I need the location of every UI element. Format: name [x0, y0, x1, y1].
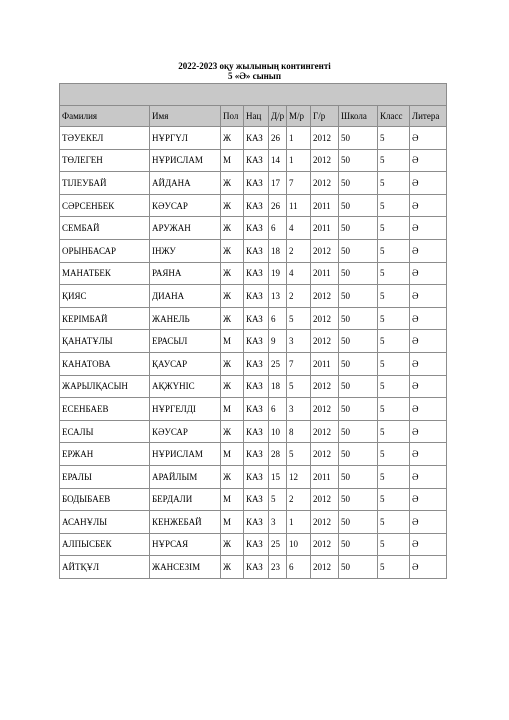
cell-school: 50	[339, 172, 378, 195]
cell-surname: АЛПЫСБЕК	[60, 533, 150, 556]
cell-birth-year: 2012	[311, 375, 339, 398]
table-row	[60, 330, 447, 353]
table-row	[60, 398, 447, 421]
cell-gender: М	[221, 330, 244, 353]
cell-birth-month: 12	[287, 465, 311, 488]
cell-birth-year: 2011	[311, 262, 339, 285]
cell-birth-day: 26	[269, 127, 287, 150]
cell-birth-year: 2012	[311, 511, 339, 534]
cell-birth-month: 2	[287, 285, 311, 308]
table-row	[60, 149, 447, 172]
cell-birth-day: 6	[269, 398, 287, 421]
cell-grade: 5	[378, 465, 410, 488]
cell-birth-day: 5	[269, 488, 287, 511]
table-row	[60, 307, 447, 330]
cell-grade: 5	[378, 556, 410, 579]
cell-letter: Ә	[410, 307, 447, 330]
cell-birth-year: 2012	[311, 330, 339, 353]
cell-nationality: КАЗ	[244, 194, 269, 217]
cell-nationality: КАЗ	[244, 488, 269, 511]
cell-birth-month: 11	[287, 194, 311, 217]
cell-surname: ТІЛЕУБАЙ	[60, 172, 150, 195]
cell-nationality: КАЗ	[244, 420, 269, 443]
cell-birth-day: 3	[269, 511, 287, 534]
cell-grade: 5	[378, 398, 410, 421]
cell-first-name: НҰРИСЛАМ	[150, 149, 221, 172]
cell-birth-month: 5	[287, 307, 311, 330]
cell-school: 50	[339, 488, 378, 511]
cell-first-name: ДИАНА	[150, 285, 221, 308]
cell-gender: Ж	[221, 172, 244, 195]
cell-gender: Ж	[221, 420, 244, 443]
cell-school: 50	[339, 420, 378, 443]
cell-grade: 5	[378, 330, 410, 353]
cell-grade: 5	[378, 488, 410, 511]
table-row	[60, 533, 447, 556]
cell-surname: ТӨЛЕГЕН	[60, 149, 150, 172]
cell-birth-year: 2012	[311, 556, 339, 579]
cell-nationality: КАЗ	[244, 352, 269, 375]
cell-surname: ТӘУЕКЕЛ	[60, 127, 150, 150]
cell-birth-month: 2	[287, 239, 311, 262]
table-row	[60, 352, 447, 375]
cell-first-name: КӘУСАР	[150, 194, 221, 217]
cell-gender: Ж	[221, 465, 244, 488]
cell-birth-day: 18	[269, 239, 287, 262]
cell-nationality: КАЗ	[244, 330, 269, 353]
cell-gender: Ж	[221, 556, 244, 579]
cell-surname: ЕРАЛЫ	[60, 465, 150, 488]
cell-nationality: КАЗ	[244, 465, 269, 488]
cell-birth-month: 3	[287, 330, 311, 353]
cell-grade: 5	[378, 194, 410, 217]
cell-letter: Ә	[410, 217, 447, 240]
cell-nationality: КАЗ	[244, 375, 269, 398]
cell-letter: Ә	[410, 488, 447, 511]
cell-birth-year: 2012	[311, 285, 339, 308]
cell-birth-day: 15	[269, 465, 287, 488]
cell-nationality: КАЗ	[244, 398, 269, 421]
cell-grade: 5	[378, 285, 410, 308]
cell-birth-year: 2012	[311, 488, 339, 511]
cell-school: 50	[339, 465, 378, 488]
cell-letter: Ә	[410, 330, 447, 353]
cell-letter: Ә	[410, 194, 447, 217]
cell-gender: Ж	[221, 262, 244, 285]
cell-birth-month: 4	[287, 217, 311, 240]
cell-birth-month: 10	[287, 533, 311, 556]
cell-first-name: ІНЖУ	[150, 239, 221, 262]
column-header-row	[60, 106, 447, 127]
cell-birth-day: 6	[269, 217, 287, 240]
cell-surname: БОДЫБАЕВ	[60, 488, 150, 511]
cell-letter: Ә	[410, 239, 447, 262]
cell-birth-day: 10	[269, 420, 287, 443]
cell-birth-day: 19	[269, 262, 287, 285]
column-header-nationality: Нац	[244, 106, 269, 127]
document-title	[0, 61, 509, 81]
cell-nationality: КАЗ	[244, 127, 269, 150]
cell-school: 50	[339, 375, 378, 398]
cell-grade: 5	[378, 127, 410, 150]
column-header-birth-year: Г/р	[311, 106, 339, 127]
cell-school: 50	[339, 330, 378, 353]
cell-letter: Ә	[410, 420, 447, 443]
cell-first-name: АРУЖАН	[150, 217, 221, 240]
header-band	[60, 84, 447, 106]
cell-school: 50	[339, 307, 378, 330]
cell-gender: Ж	[221, 307, 244, 330]
cell-birth-day: 9	[269, 330, 287, 353]
cell-school: 50	[339, 533, 378, 556]
cell-gender: Ж	[221, 533, 244, 556]
cell-first-name: ЖАНСЕЗІМ	[150, 556, 221, 579]
cell-birth-year: 2012	[311, 149, 339, 172]
table-row	[60, 556, 447, 579]
cell-surname: ЖАРЫЛҚАСЫН	[60, 375, 150, 398]
roster-body	[60, 127, 447, 579]
cell-birth-day: 28	[269, 443, 287, 466]
cell-letter: Ә	[410, 352, 447, 375]
table-row	[60, 488, 447, 511]
cell-grade: 5	[378, 443, 410, 466]
column-header-letter: Литера	[410, 106, 447, 127]
cell-surname: ЕСАЛЫ	[60, 420, 150, 443]
cell-birth-year: 2012	[311, 398, 339, 421]
cell-birth-year: 2012	[311, 420, 339, 443]
cell-surname: ҚАНАТҰЛЫ	[60, 330, 150, 353]
cell-nationality: КАЗ	[244, 443, 269, 466]
cell-surname: КЕРІМБАЙ	[60, 307, 150, 330]
table-row	[60, 262, 447, 285]
cell-first-name: КЕНЖЕБАЙ	[150, 511, 221, 534]
cell-school: 50	[339, 352, 378, 375]
cell-gender: Ж	[221, 127, 244, 150]
cell-grade: 5	[378, 533, 410, 556]
cell-letter: Ә	[410, 127, 447, 150]
cell-birth-month: 2	[287, 488, 311, 511]
title-class: 5 «Ә» сынып	[227, 71, 282, 81]
cell-nationality: КАЗ	[244, 262, 269, 285]
cell-first-name: ЖАНЕЛЬ	[150, 307, 221, 330]
cell-grade: 5	[378, 511, 410, 534]
cell-grade: 5	[378, 375, 410, 398]
cell-school: 50	[339, 556, 378, 579]
cell-birth-year: 2012	[311, 533, 339, 556]
cell-grade: 5	[378, 262, 410, 285]
cell-birth-day: 14	[269, 149, 287, 172]
cell-school: 50	[339, 239, 378, 262]
cell-school: 50	[339, 285, 378, 308]
cell-first-name: НҰРГЕЛДІ	[150, 398, 221, 421]
cell-school: 50	[339, 149, 378, 172]
cell-school: 50	[339, 262, 378, 285]
column-header-first-name: Имя	[150, 106, 221, 127]
cell-nationality: КАЗ	[244, 556, 269, 579]
cell-gender: М	[221, 511, 244, 534]
cell-first-name: ЕРАСЫЛ	[150, 330, 221, 353]
cell-birth-year: 2012	[311, 127, 339, 150]
cell-grade: 5	[378, 149, 410, 172]
cell-birth-day: 25	[269, 352, 287, 375]
cell-birth-month: 5	[287, 443, 311, 466]
cell-first-name: БЕРДАЛИ	[150, 488, 221, 511]
cell-surname: ҚИЯС	[60, 285, 150, 308]
table-row	[60, 285, 447, 308]
table-row	[60, 375, 447, 398]
cell-birth-month: 8	[287, 420, 311, 443]
cell-surname: АЙТҚҰЛ	[60, 556, 150, 579]
header-band-cell	[60, 84, 447, 106]
cell-gender: М	[221, 443, 244, 466]
cell-first-name: КӘУСАР	[150, 420, 221, 443]
cell-letter: Ә	[410, 398, 447, 421]
cell-birth-month: 1	[287, 149, 311, 172]
cell-birth-year: 2012	[311, 443, 339, 466]
cell-letter: Ә	[410, 262, 447, 285]
cell-birth-day: 26	[269, 194, 287, 217]
cell-birth-day: 23	[269, 556, 287, 579]
cell-birth-month: 1	[287, 511, 311, 534]
cell-first-name: АРАЙЛЫМ	[150, 465, 221, 488]
title-academic-year: 2022-2023 оқу жылының контингенті	[178, 61, 331, 71]
cell-surname: АСАНҰЛЫ	[60, 511, 150, 534]
cell-school: 50	[339, 511, 378, 534]
cell-birth-day: 17	[269, 172, 287, 195]
cell-birth-year: 2012	[311, 307, 339, 330]
cell-nationality: КАЗ	[244, 511, 269, 534]
cell-letter: Ә	[410, 375, 447, 398]
cell-grade: 5	[378, 352, 410, 375]
cell-birth-year: 2011	[311, 352, 339, 375]
cell-school: 50	[339, 398, 378, 421]
cell-letter: Ә	[410, 443, 447, 466]
cell-grade: 5	[378, 239, 410, 262]
cell-letter: Ә	[410, 172, 447, 195]
cell-grade: 5	[378, 172, 410, 195]
cell-nationality: КАЗ	[244, 307, 269, 330]
cell-birth-year: 2012	[311, 172, 339, 195]
student-roster-table	[59, 83, 447, 579]
cell-surname: ОРЫНБАСАР	[60, 239, 150, 262]
cell-nationality: КАЗ	[244, 172, 269, 195]
cell-first-name: НҰРСАЯ	[150, 533, 221, 556]
table-row	[60, 511, 447, 534]
cell-letter: Ә	[410, 285, 447, 308]
cell-gender: Ж	[221, 285, 244, 308]
cell-surname: СӘРСЕНБЕК	[60, 194, 150, 217]
table-row	[60, 420, 447, 443]
cell-school: 50	[339, 217, 378, 240]
cell-gender: Ж	[221, 217, 244, 240]
cell-birth-month: 7	[287, 172, 311, 195]
cell-first-name: РАЯНА	[150, 262, 221, 285]
column-header-surname: Фамилия	[60, 106, 150, 127]
cell-first-name: ҚАУСАР	[150, 352, 221, 375]
cell-school: 50	[339, 194, 378, 217]
cell-birth-year: 2012	[311, 239, 339, 262]
cell-gender: Ж	[221, 375, 244, 398]
table-row	[60, 194, 447, 217]
cell-letter: Ә	[410, 511, 447, 534]
cell-grade: 5	[378, 217, 410, 240]
column-header-school: Школа	[339, 106, 378, 127]
table-row	[60, 443, 447, 466]
table-row	[60, 217, 447, 240]
column-header-birth-day: Д/р	[269, 106, 287, 127]
cell-birth-month: 1	[287, 127, 311, 150]
cell-nationality: КАЗ	[244, 285, 269, 308]
column-header-gender: Пол	[221, 106, 244, 127]
table-row	[60, 239, 447, 262]
cell-gender: Ж	[221, 239, 244, 262]
cell-birth-month: 7	[287, 352, 311, 375]
cell-first-name: АҚЖҮНІС	[150, 375, 221, 398]
cell-school: 50	[339, 443, 378, 466]
cell-school: 50	[339, 127, 378, 150]
cell-surname: ЕСЕНБАЕВ	[60, 398, 150, 421]
cell-nationality: КАЗ	[244, 239, 269, 262]
cell-first-name: НҰРГҮЛ	[150, 127, 221, 150]
cell-nationality: КАЗ	[244, 533, 269, 556]
cell-birth-month: 4	[287, 262, 311, 285]
cell-gender: М	[221, 488, 244, 511]
cell-gender: Ж	[221, 352, 244, 375]
cell-nationality: КАЗ	[244, 149, 269, 172]
cell-grade: 5	[378, 307, 410, 330]
cell-first-name: АЙДАНА	[150, 172, 221, 195]
cell-surname: КАНАТОВА	[60, 352, 150, 375]
cell-surname: МАНАТБЕК	[60, 262, 150, 285]
cell-birth-day: 6	[269, 307, 287, 330]
cell-letter: Ә	[410, 149, 447, 172]
cell-birth-month: 3	[287, 398, 311, 421]
cell-gender: Ж	[221, 194, 244, 217]
table-row	[60, 465, 447, 488]
cell-birth-month: 5	[287, 375, 311, 398]
cell-birth-day: 13	[269, 285, 287, 308]
cell-birth-month: 6	[287, 556, 311, 579]
cell-gender: М	[221, 149, 244, 172]
table-row	[60, 127, 447, 150]
cell-gender: М	[221, 398, 244, 421]
cell-letter: Ә	[410, 465, 447, 488]
cell-letter: Ә	[410, 533, 447, 556]
table-row	[60, 172, 447, 195]
column-header-birth-month: М/р	[287, 106, 311, 127]
cell-grade: 5	[378, 420, 410, 443]
cell-birth-year: 2011	[311, 194, 339, 217]
cell-birth-day: 25	[269, 533, 287, 556]
cell-first-name: НҰРИСЛАМ	[150, 443, 221, 466]
cell-nationality: КАЗ	[244, 217, 269, 240]
column-header-grade: Класс	[378, 106, 410, 127]
cell-birth-day: 18	[269, 375, 287, 398]
cell-surname: СЕМБАЙ	[60, 217, 150, 240]
cell-birth-year: 2011	[311, 465, 339, 488]
cell-surname: ЕРЖАН	[60, 443, 150, 466]
cell-letter: Ә	[410, 556, 447, 579]
cell-birth-year: 2011	[311, 217, 339, 240]
